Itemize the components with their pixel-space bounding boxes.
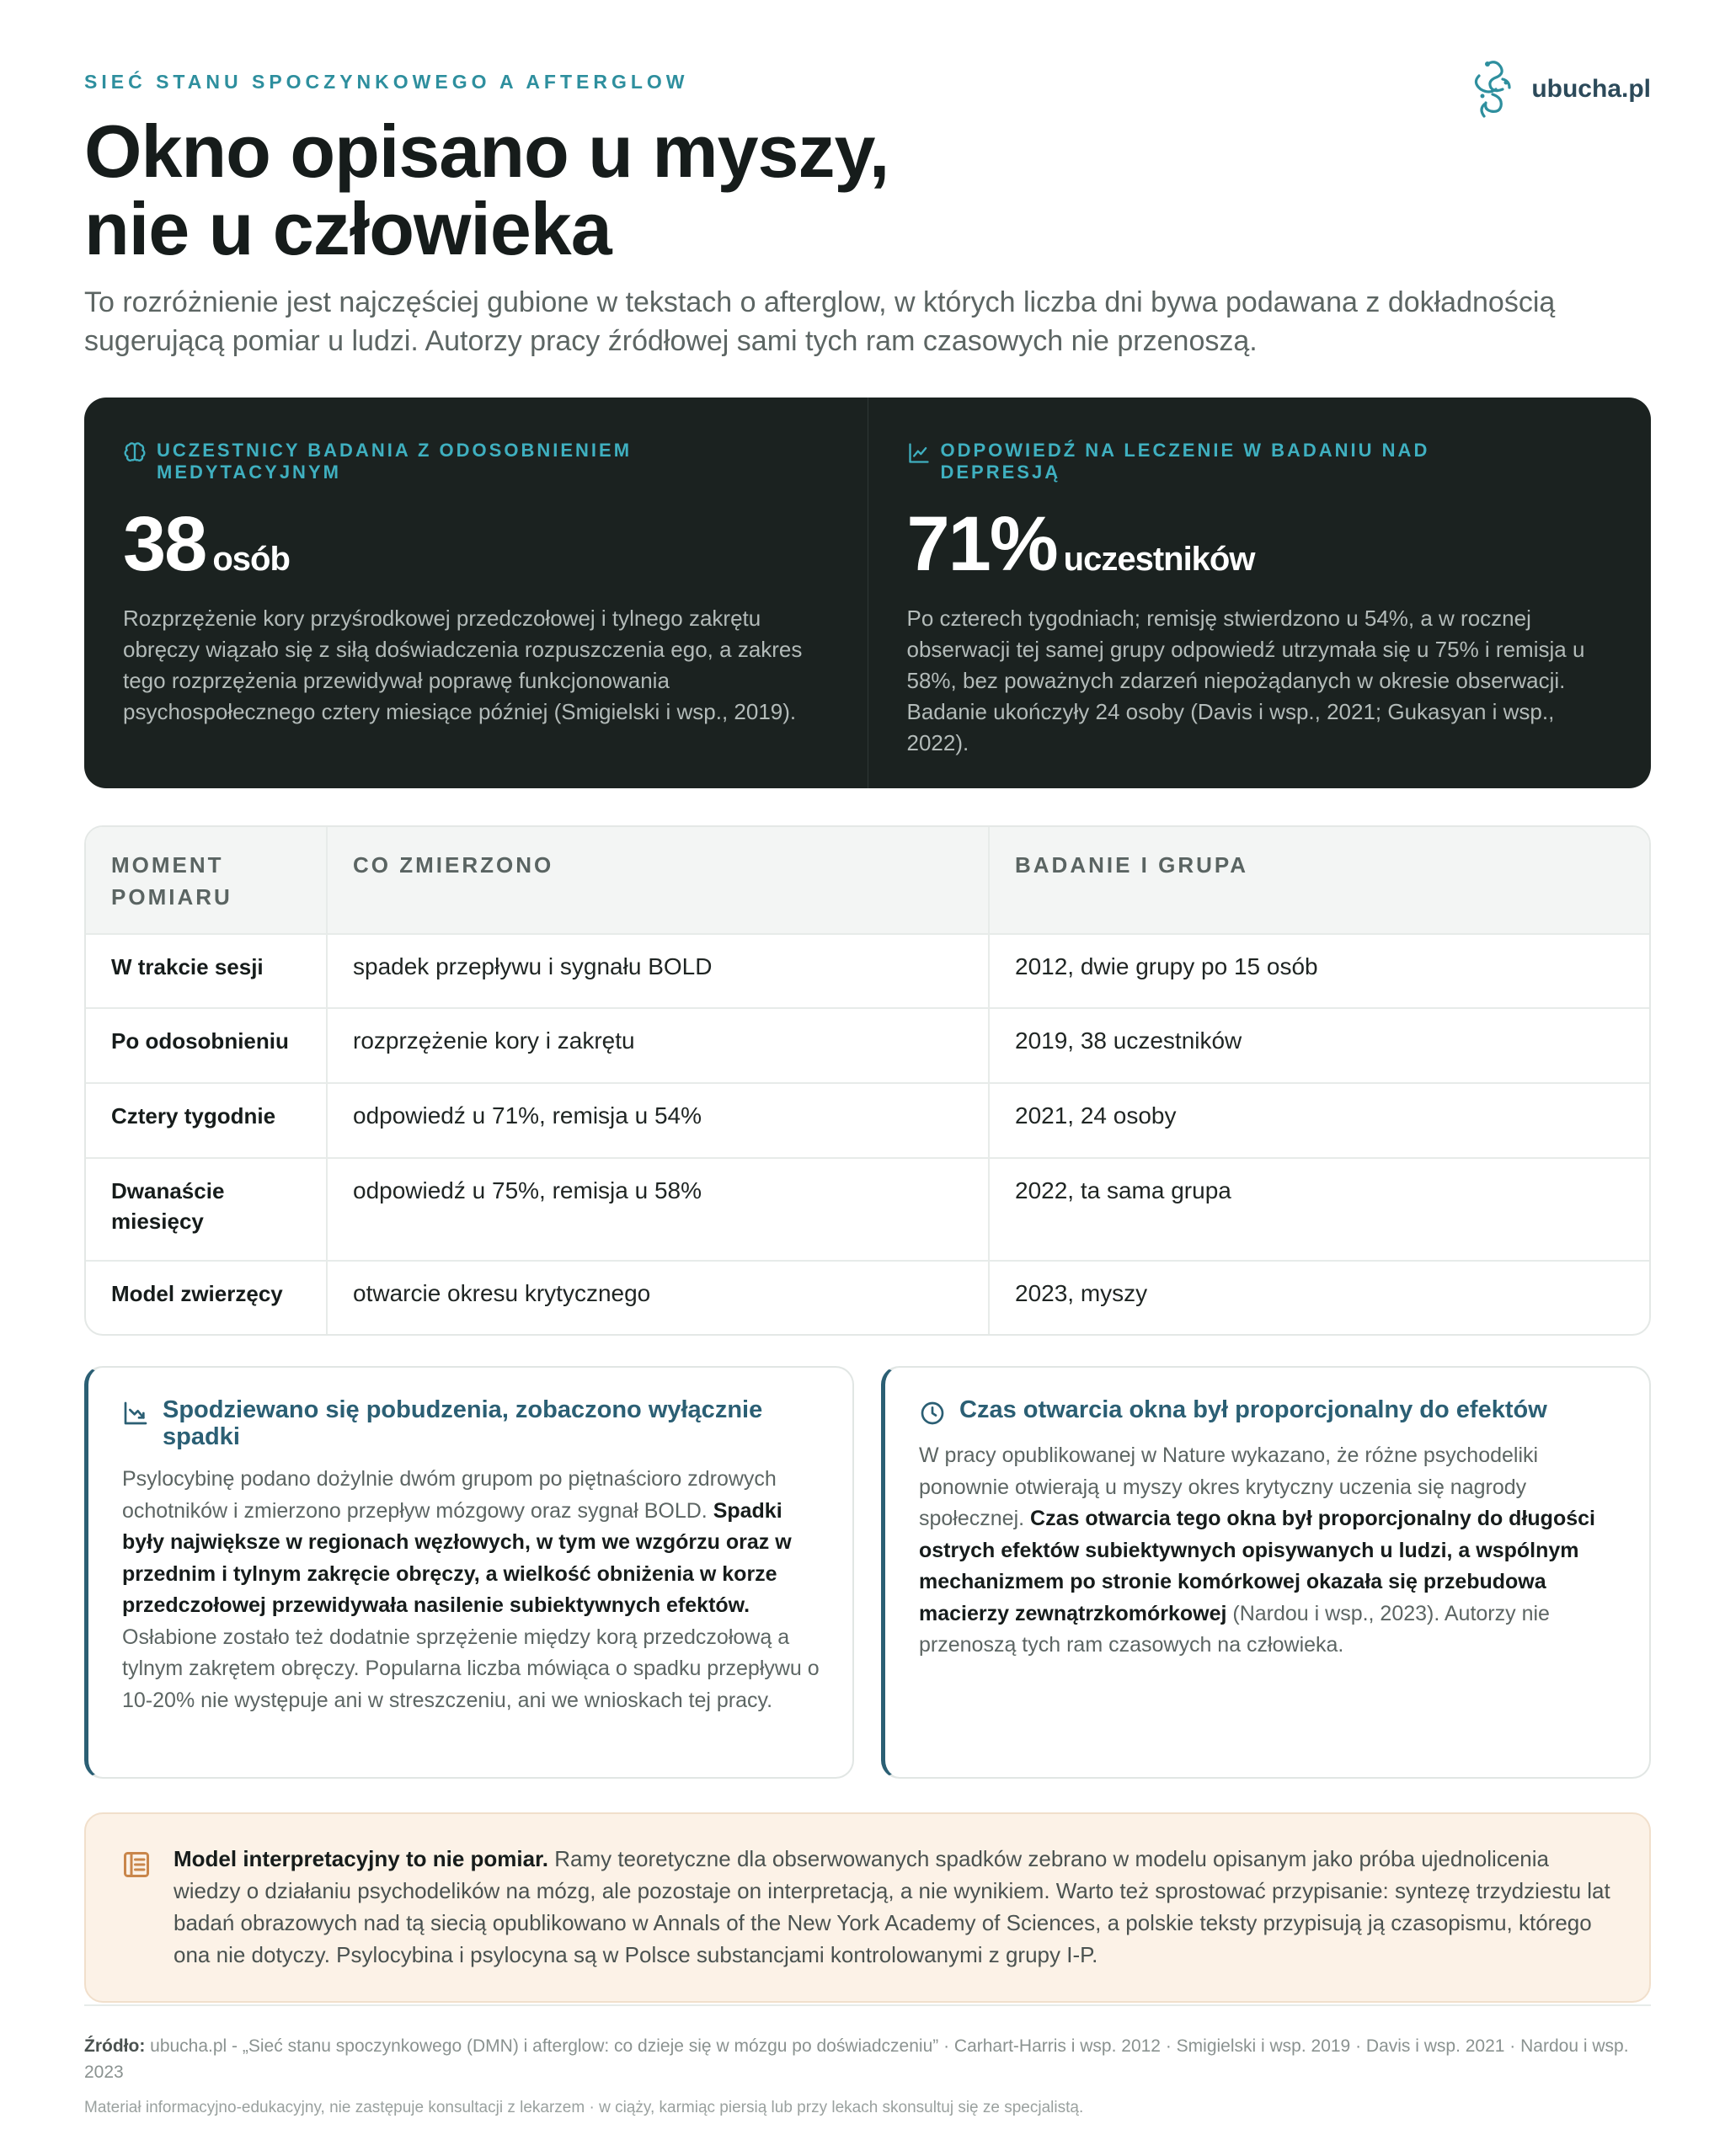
- brain-icon: [123, 441, 147, 465]
- table-row: [86, 933, 1649, 1007]
- callout-title-text: Spodziewano się pobudzenia, zobaczono wyłącznie spadki: [163, 1396, 763, 1450]
- column-header: CO ZMIERZONO: [328, 827, 990, 933]
- source-label: Źródło:: [84, 2036, 146, 2056]
- stat-description: Po czterech tygodniach; remisję stwierdzono u 54%, a w rocznej obserwacji tej samej grupy odpowiedź utrzymała się u 75% i remisja u 58%, bez poważnych zdarzeń niepożądanych w okresie obserwacji. Badanie ukończyły 24 osoby (Davis i wsp., 2021; Gukasyan i wsp., 2022).: [906, 606, 1585, 755]
- table-cell-study: 2019, 38 uczestników: [1015, 1027, 1242, 1054]
- callout-window: [881, 1366, 1651, 1779]
- stat-label: [907, 440, 1446, 483]
- note-body-text: Ramy teoretyczne dla obserwowanych spadków zebrano w modelu opisanym jako próba ujednolicenia wiedzy o działaniu psychodelików na mózg, ale pozostaje on interpretacją, a nie wynikiem. Warto też sprostować przypisanie: syntezę trzydziestu lat badań obrazowych nad tą siecią opublikowano w Annals of the New York Academy of Sciences, a polskie teksty przypisują ją czasopismu, którego ona nie dotyczy. Psylocybina i psylocyna są w Polsce substancjami kontrolowanymi z grupy I-P.: [174, 1846, 1610, 1967]
- callout-body: [919, 1440, 1619, 1662]
- table-cell-measured: odpowiedź u 75%, remisja u 58%: [328, 1159, 990, 1260]
- callout-bold-text: Czas otwarcia tego okna był proporcjonalny do długości ostrych efektów subiektywnych opisywanych u ludzi, a wspólnym mechanizmem po stronie komórkowej okazała się przebudowa macierzy zewnątrzkomórkowej: [919, 1507, 1595, 1625]
- stat-unit: uczestników: [1063, 541, 1255, 578]
- callout-text: Osłabione zostało też dodatnie sprzężenie między korą przedczołową a tylnym zakrętem obręczy. Popularna liczba mówiąca o spadku przepływu o 10-20% nie występuje ani w streszczeniu, ani we wnioskach tej pracy.: [122, 1625, 820, 1712]
- table-cell-moment: W trakcie sesji: [86, 935, 328, 1007]
- table-cell-measured: odpowiedź u 71%, remisja u 54%: [328, 1084, 990, 1157]
- document-icon: [121, 1849, 152, 1880]
- table-cell-moment: Po odosobnieniu: [86, 1009, 328, 1082]
- callout-text: W pracy opublikowanej w Nature wykazano, że różne psychodeliki ponownie otwierają u myszy okres krytyczny uczenia się nagrody społecznej.: [919, 1444, 1539, 1530]
- table-cell-moment: Model zwierzęcy: [86, 1262, 328, 1334]
- table-cell-measured: otwarcie okresu krytycznego: [328, 1262, 990, 1334]
- disclaimer: Materiał informacyjno-edukacyjny, nie zastępuje konsultacji z lekarzem · w ciąży, karmiąc piersią lub przy lekach skonsultuj się ze specjalistą.: [84, 2099, 1084, 2116]
- stats-card: [84, 398, 1651, 788]
- table-row: [86, 1082, 1649, 1157]
- callout-text: Psylocybinę podano dożylnie dwóm grupom po piętnaścioro zdrowych ochotników i zmierzono przepływ mózgowy oraz sygnał BOLD.: [122, 1467, 777, 1523]
- stat-description: Rozprzężenie kory przyśrodkowej przedczołowej i tylnego zakrętu obręczy wiązało się z siłą doświadczenia rozpuszczenia ego, a zakres tego rozprzężenia przewidywał poprawę funkcjonowania psychospołecznego cztery miesiące później (Smigielski i wsp., 2019).: [123, 606, 803, 724]
- title-line-2: nie u człowieka: [84, 187, 611, 270]
- table-cell-study: 2012, dwie grupy po 15 osób: [1015, 953, 1318, 979]
- stat-number: 38: [123, 501, 206, 587]
- callout-text: (Nardou i wsp., 2023). Autorzy nie przenoszą tych ram czasowych na człowieka.: [919, 1601, 1550, 1657]
- logo-text: ubucha.pl: [1531, 75, 1651, 103]
- table-cell-moment: Dwanaście miesięcy: [86, 1159, 328, 1260]
- table-row: [86, 1260, 1649, 1334]
- page-title: [84, 109, 889, 270]
- source-line: [84, 2033, 1651, 2085]
- stat-value: [906, 501, 1613, 587]
- callout-title-text: Czas otwarcia okna był proporcjonalny do efektów: [959, 1396, 1547, 1423]
- interpretive-note: [84, 1812, 1651, 2003]
- stat-label-text: UCZESTNICY BADANIA Z ODOSOBNIENIEM MEDYTACYJNYM: [157, 440, 633, 483]
- stat-number: 71%: [906, 501, 1057, 587]
- column-header: MOMENT POMIARU: [86, 827, 328, 933]
- table-cell-study: 2022, ta sama grupa: [1015, 1177, 1231, 1203]
- trend-down-icon: [122, 1400, 149, 1427]
- callout-title: [122, 1396, 822, 1450]
- stat-value: [123, 501, 829, 587]
- table-row: [86, 1157, 1649, 1260]
- callout-drops: [84, 1366, 854, 1779]
- table-cell-measured: rozprzężenie kory i zakrętu: [328, 1009, 990, 1082]
- measurements-table: [84, 825, 1651, 1336]
- table-cell-moment: Cztery tygodnie: [86, 1084, 328, 1157]
- table-row: [86, 1007, 1649, 1082]
- logo-icon: [1467, 57, 1519, 121]
- divider: [84, 2004, 1651, 2006]
- title-line-1: Okno opisano u myszy,: [84, 109, 889, 193]
- callout-title: [919, 1396, 1619, 1427]
- table-header-row: [86, 827, 1649, 933]
- note-text: [174, 1843, 1616, 1976]
- eyebrow: SIEĆ STANU SPOCZYNKOWEGO A AFTERGLOW: [84, 71, 689, 93]
- trend-up-icon: [907, 441, 931, 465]
- stat-label: [123, 440, 662, 483]
- stat-label-text: ODPOWIEDŹ NA LECZENIE W BADANIU NAD DEPRESJĄ: [940, 440, 1430, 483]
- source-text: ubucha.pl - „Sieć stanu spoczynkowego (DMN) i afterglow: co dzieje się w mózgu po doświadczeniu” · Carhart-Harris i wsp. 2012 · Smigielski i wsp. 2019 · Davis i wsp. 2021 · Nardou i wsp. 2023: [84, 2036, 1629, 2082]
- logo[interactable]: [1467, 57, 1651, 121]
- callout-bold-text: Spadki były największe w regionach węzłowych, w tym we wzgórzu oraz w przednim i tylnym zakręcie obręczy, a wielkość obniżenia w korze przedczołowej przewidywała nasilenie subiektywnych efektów.: [122, 1498, 792, 1617]
- table-cell-study: 2023, myszy: [1015, 1280, 1148, 1306]
- stat-participants: [84, 398, 868, 788]
- table-cell-study: 2021, 24 osoby: [1015, 1102, 1177, 1129]
- note-bold-text: Model interpretacyjny to nie pomiar.: [174, 1846, 548, 1871]
- stat-unit: osób: [212, 541, 290, 578]
- callout-body: [122, 1464, 822, 1716]
- column-header: BADANIE I GRUPA: [1015, 852, 1249, 878]
- stat-response: [868, 398, 1652, 788]
- table-cell-measured: spadek przepływu i sygnału BOLD: [328, 935, 990, 1007]
- clock-icon: [919, 1400, 946, 1427]
- lede: To rozróżnienie jest najczęściej gubione w tekstach o afterglow, w których liczba dni bywa podawana z dokładnością sugerującą pomiar u ludzi. Autorzy pracy źródłowej sami tych ram czasowych nie przenoszą.: [84, 286, 1556, 357]
